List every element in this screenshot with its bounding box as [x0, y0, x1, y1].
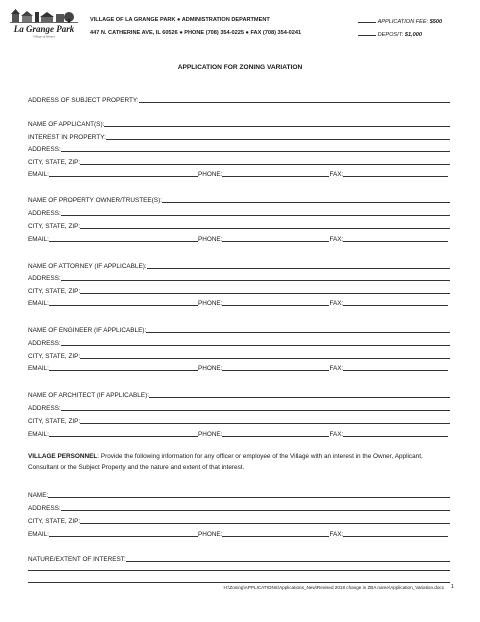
- subject-address-row: [28, 95, 450, 104]
- attorney-phone-label: PHONE:: [197, 300, 223, 307]
- nature-label: NATURE/EXTENT OF INTEREST:: [28, 556, 126, 563]
- attorney-address-row: [28, 273, 450, 282]
- owner-fax-label: FAX:: [329, 236, 344, 243]
- attorney-email-field[interactable]: [49, 304, 198, 306]
- personnel-address-row: [28, 503, 450, 512]
- engineer-name-row: [28, 325, 450, 334]
- village-personnel-heading: VILLAGE PERSONNEL: [28, 453, 98, 460]
- fee-value: $500: [429, 19, 443, 25]
- personnel-email-field[interactable]: [49, 535, 198, 537]
- personnel-address-field[interactable]: [61, 509, 450, 511]
- applicant-interest-label: INTEREST IN PROPERTY:: [28, 134, 106, 141]
- personnel-city-label: CITY, STATE, ZIP:: [28, 518, 81, 525]
- engineer-address-row: [28, 338, 450, 347]
- engineer-fax-label: FAX:: [329, 365, 344, 372]
- architect-address-label: ADDRESS:: [28, 405, 61, 412]
- engineer-city-label: CITY, STATE, ZIP:: [28, 353, 81, 360]
- architect-name-row: [28, 390, 450, 399]
- architect-email-label: EMAIL:: [28, 431, 49, 438]
- applicant-interest-field[interactable]: [106, 138, 450, 140]
- applicant-fax-field[interactable]: [343, 175, 448, 177]
- engineer-address-field[interactable]: [61, 344, 450, 346]
- applicant-phone-field[interactable]: [222, 175, 329, 177]
- personnel-name-field[interactable]: [48, 496, 450, 498]
- attorney-name-row: [28, 261, 450, 270]
- applicant-fax-label: FAX:: [329, 171, 344, 178]
- fee-blank[interactable]: [358, 17, 376, 23]
- engineer-email-label: EMAIL:: [28, 365, 49, 372]
- attorney-fax-field[interactable]: [343, 304, 448, 306]
- subject-address-field[interactable]: [139, 101, 450, 103]
- architect-name-label: NAME OF ARCHITECT (IF APPLICABLE):: [28, 392, 149, 399]
- owner-name-row: [28, 195, 450, 204]
- personnel-phone-field[interactable]: [222, 535, 329, 537]
- header-line-1: VILLAGE OF LA GRANGE PARK ● ADMINISTRATION DEPARTMENT: [90, 17, 270, 23]
- architect-contact-row: [28, 429, 450, 438]
- owner-name-label: NAME OF PROPERTY OWNER/TRUSTEE(S):: [28, 197, 162, 204]
- applicant-email-label: EMAIL:: [28, 171, 49, 178]
- engineer-phone-field[interactable]: [222, 369, 329, 371]
- page-title: APPLICATION FOR ZONING VARIATION: [177, 64, 303, 71]
- owner-city-label: CITY, STATE, ZIP:: [28, 223, 81, 230]
- architect-city-label: CITY, STATE, ZIP:: [28, 418, 81, 425]
- svg-text:Village of Homes: Village of Homes: [33, 34, 55, 39]
- owner-contact-row: [28, 234, 450, 243]
- owner-phone-field[interactable]: [222, 240, 329, 242]
- attorney-city-row: [28, 286, 450, 295]
- deposit-label: DEPOSIT:: [377, 32, 404, 38]
- village-logo: [10, 9, 78, 39]
- applicant-name-row: [28, 119, 450, 128]
- deposit-value: $1,000: [404, 32, 422, 38]
- architect-city-row: [28, 416, 450, 425]
- architect-name-field[interactable]: [149, 396, 450, 398]
- architect-fax-label: FAX:: [329, 431, 344, 438]
- personnel-email-label: EMAIL:: [28, 531, 49, 538]
- applicant-name-label: NAME OF APPLICANT(S):: [28, 121, 105, 128]
- attorney-email-label: EMAIL:: [28, 300, 49, 307]
- architect-address-field[interactable]: [61, 409, 450, 411]
- attorney-address-label: ADDRESS:: [28, 275, 61, 282]
- owner-address-field[interactable]: [61, 214, 450, 216]
- applicant-address-field[interactable]: [61, 150, 450, 152]
- personnel-address-label: ADDRESS:: [28, 505, 61, 512]
- header-line-2: 447 N. CATHERINE AVE, IL 60526 ● PHONE (708) 354-0225 ● FAX (708) 354-0241: [90, 30, 302, 36]
- engineer-name-label: NAME OF ENGINEER (IF APPLICABLE):: [28, 327, 147, 334]
- personnel-phone-label: PHONE:: [197, 531, 223, 538]
- nature-field-line-3[interactable]: [28, 582, 450, 583]
- applicant-city-field[interactable]: [80, 163, 450, 165]
- applicant-name-field[interactable]: [104, 125, 450, 127]
- owner-email-label: EMAIL:: [28, 236, 49, 243]
- engineer-email-field[interactable]: [49, 369, 198, 371]
- engineer-fax-field[interactable]: [343, 369, 448, 371]
- engineer-city-field[interactable]: [80, 357, 450, 359]
- applicant-city-row: [28, 157, 450, 166]
- deposit-blank[interactable]: [358, 30, 376, 36]
- attorney-city-label: CITY, STATE, ZIP:: [28, 288, 81, 295]
- nature-field[interactable]: [126, 560, 450, 562]
- owner-address-row: [28, 208, 450, 217]
- engineer-city-row: [28, 351, 450, 360]
- nature-row: [28, 554, 450, 563]
- applicant-phone-label: PHONE:: [197, 171, 223, 178]
- personnel-city-field[interactable]: [80, 522, 450, 524]
- architect-city-field[interactable]: [80, 422, 450, 424]
- engineer-address-label: ADDRESS:: [28, 340, 61, 347]
- architect-address-row: [28, 403, 450, 412]
- personnel-city-row: [28, 516, 450, 525]
- deposit: [358, 30, 422, 38]
- personnel-fax-label: FAX:: [329, 531, 344, 538]
- applicant-address-row: [28, 144, 450, 153]
- applicant-interest-row: [28, 132, 450, 141]
- fee-label: APPLICATION FEE:: [377, 19, 429, 25]
- architect-phone-label: PHONE:: [197, 431, 223, 438]
- applicant-email-field[interactable]: [49, 175, 198, 177]
- logo-wordmark: La Grange Park: [13, 24, 75, 34]
- owner-phone-label: PHONE:: [197, 236, 223, 243]
- page-number: 1: [450, 584, 454, 590]
- engineer-name-field[interactable]: [146, 331, 450, 333]
- personnel-fax-field[interactable]: [343, 535, 448, 537]
- owner-city-field[interactable]: [80, 227, 450, 229]
- file-path-footer: H:\Zoning\APPLICATIONS\Applications_New\Revised 2018 change in ZBA name\Application_Variation.docx: [223, 585, 444, 590]
- architect-email-field[interactable]: [49, 435, 198, 437]
- applicant-city-label: CITY, STATE, ZIP:: [28, 159, 81, 166]
- attorney-fax-label: FAX:: [329, 300, 344, 307]
- owner-email-field[interactable]: [49, 240, 198, 242]
- owner-address-label: ADDRESS:: [28, 210, 61, 217]
- application-fee: [358, 17, 442, 25]
- nature-field-line-2[interactable]: [28, 570, 450, 571]
- subject-address-label: ADDRESS OF SUBJECT PROPERTY:: [28, 97, 139, 104]
- applicant-contact-row: [28, 169, 450, 178]
- owner-name-field[interactable]: [162, 201, 450, 203]
- owner-city-row: [28, 221, 450, 230]
- attorney-phone-field[interactable]: [222, 304, 329, 306]
- attorney-city-field[interactable]: [80, 292, 450, 294]
- attorney-name-label: NAME OF ATTORNEY (IF APPLICABLE):: [28, 263, 147, 270]
- personnel-name-row: [28, 490, 450, 499]
- engineer-contact-row: [28, 363, 450, 372]
- architect-phone-field[interactable]: [222, 435, 329, 437]
- attorney-name-field[interactable]: [147, 267, 450, 269]
- architect-fax-field[interactable]: [343, 435, 448, 437]
- applicant-address-label: ADDRESS:: [28, 146, 61, 153]
- personnel-contact-row: [28, 529, 450, 538]
- village-personnel-instructions: [28, 451, 452, 473]
- attorney-contact-row: [28, 298, 450, 307]
- village-personnel-text: : Provide the following information for any officer or employee of the Village with an interest in the Owner, Applicant, Consultant or the Subject Property and the nature and extent of that interest.: [28, 453, 423, 471]
- attorney-address-field[interactable]: [61, 279, 450, 281]
- engineer-phone-label: PHONE:: [197, 365, 223, 372]
- owner-fax-field[interactable]: [343, 240, 448, 242]
- personnel-name-label: NAME:: [28, 492, 49, 499]
